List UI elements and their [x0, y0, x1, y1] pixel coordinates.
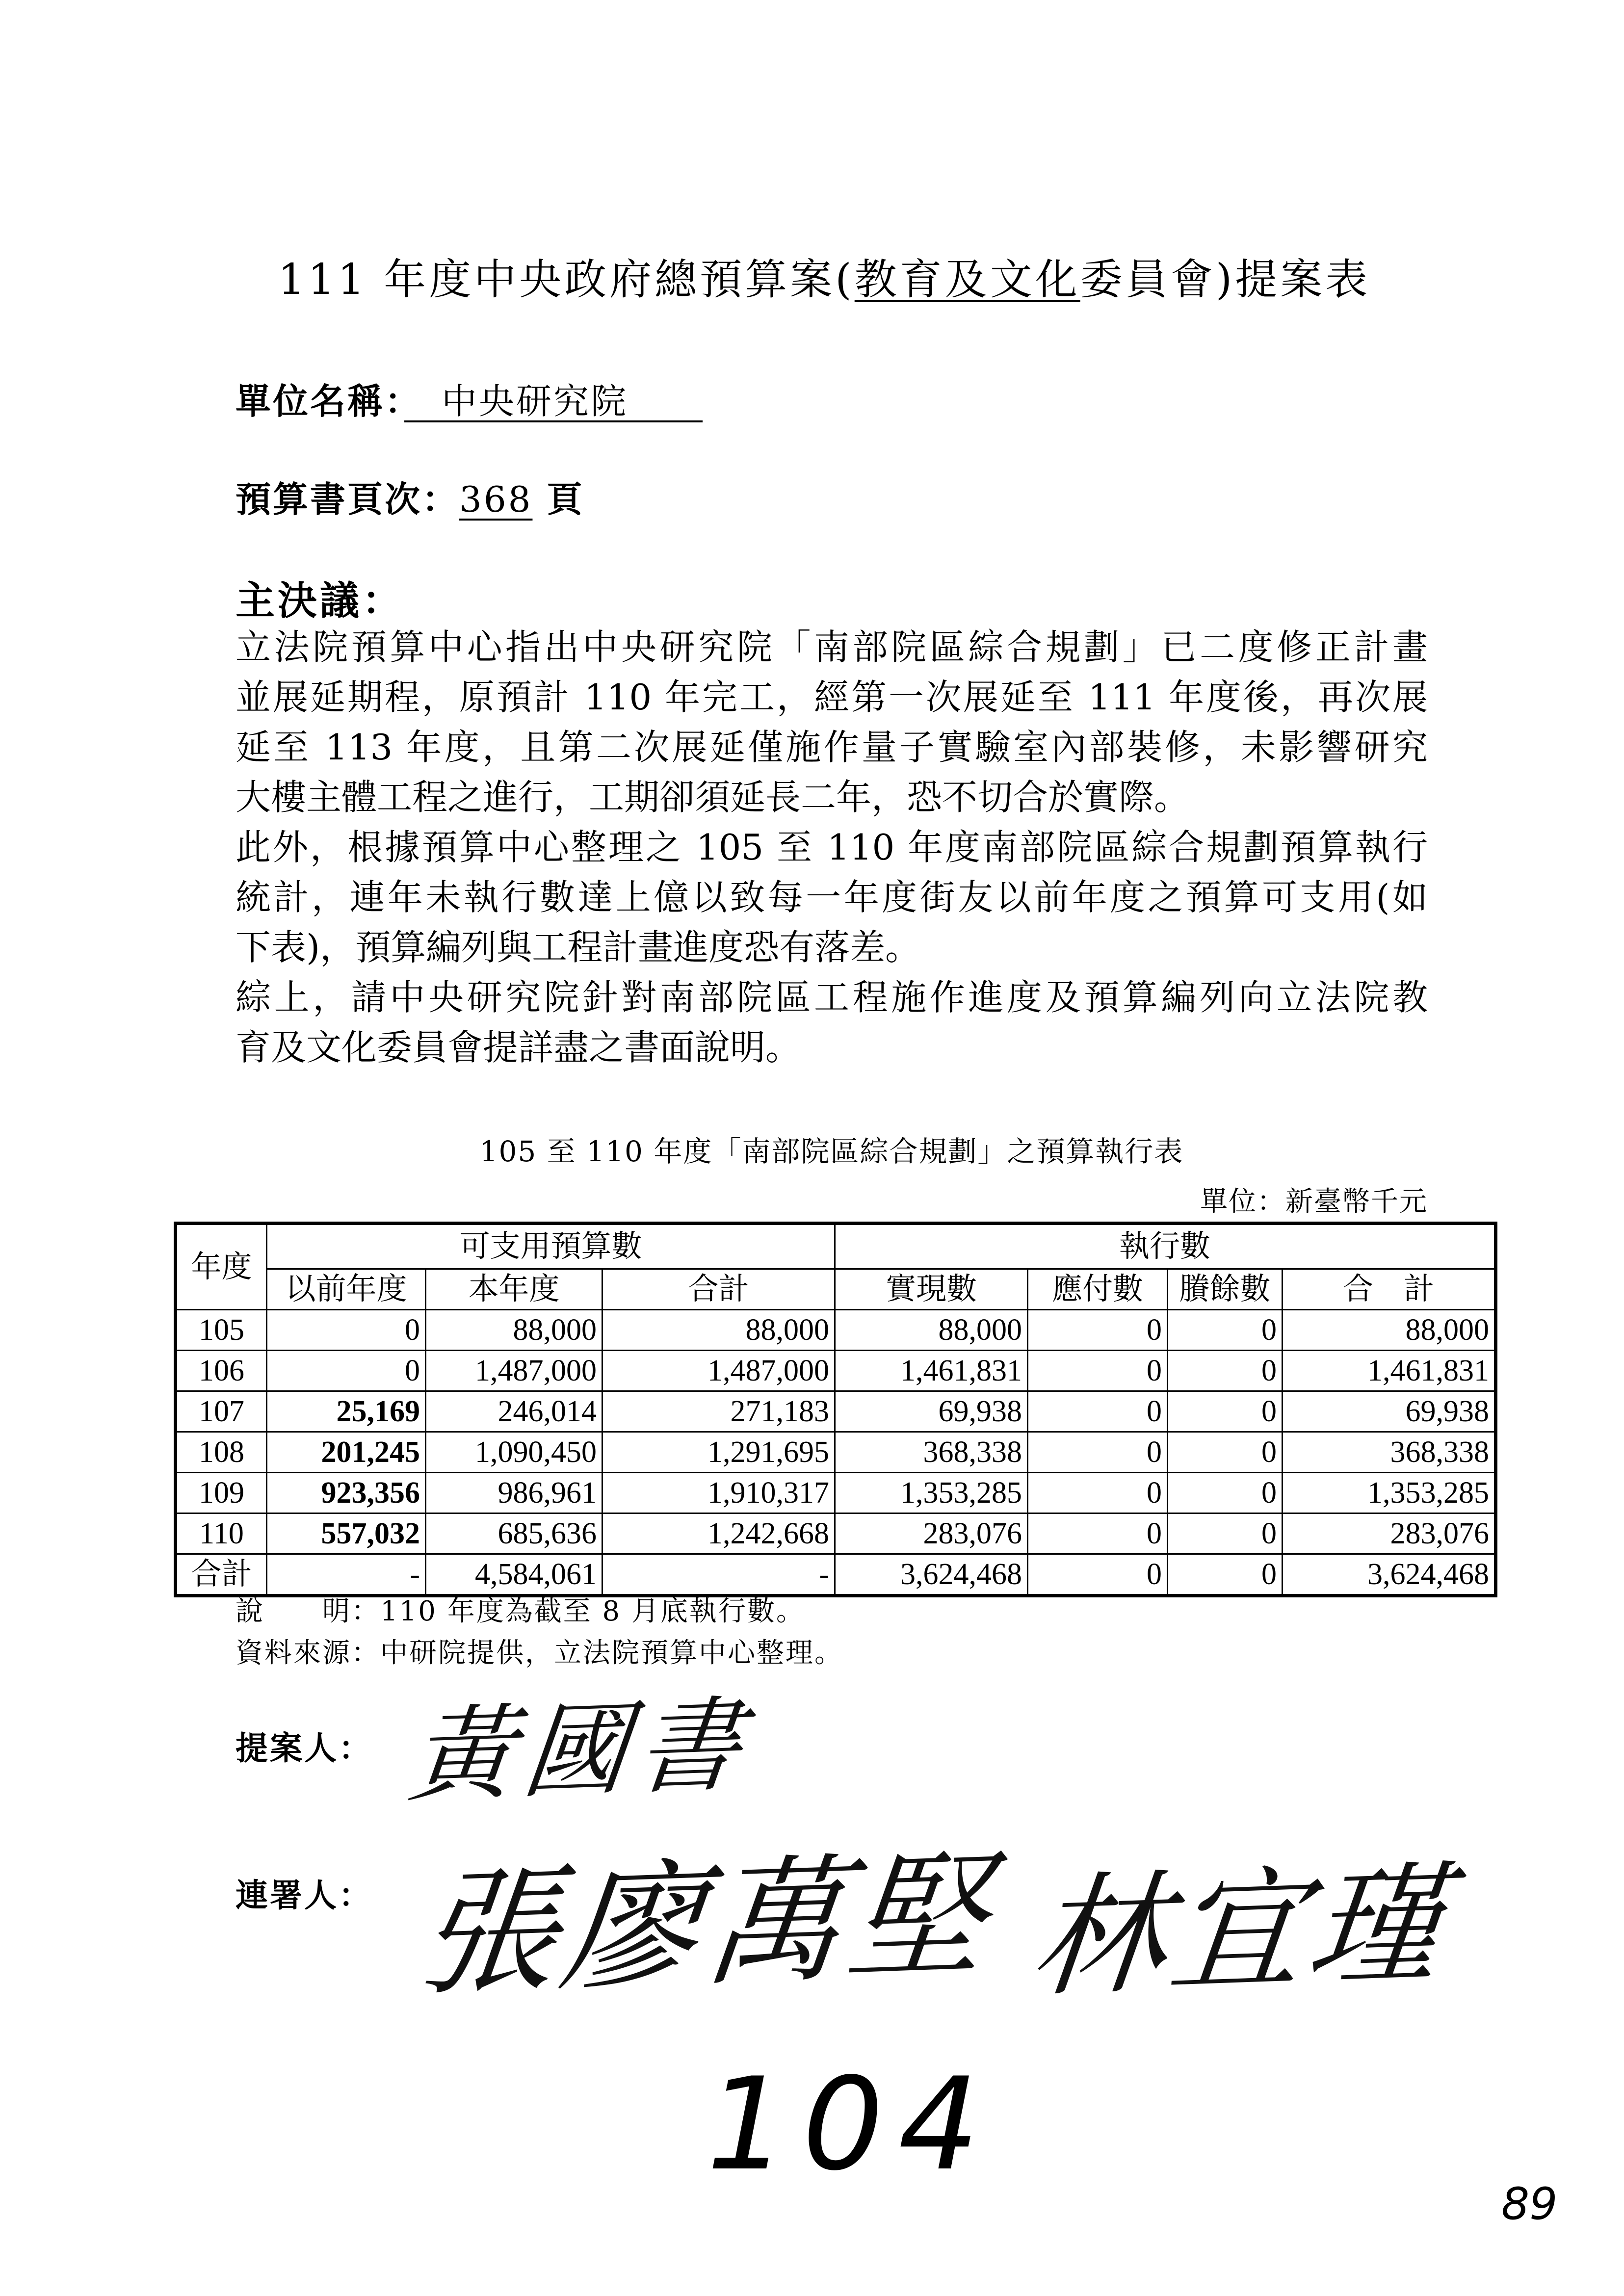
amount-cell: 0 [1028, 1391, 1168, 1432]
amount-cell: 4,584,061 [426, 1554, 602, 1596]
amount-cell: 1,353,285 [1283, 1473, 1496, 1513]
resolution-body [236, 622, 1428, 1072]
resolution-line: 延至 113 年度，且第二次展延僅施作量子實驗室內部裝修，未影響研究 [236, 727, 1428, 768]
amount-cell: 0 [1168, 1391, 1283, 1432]
amount-cell: 0 [1028, 1554, 1168, 1596]
amount-cell: 0 [1168, 1473, 1283, 1513]
header-executed: 執行數 [835, 1224, 1496, 1269]
amount-cell: 1,461,831 [1283, 1351, 1496, 1391]
year-cell: 109 [176, 1473, 267, 1513]
amount-cell: 0 [1028, 1473, 1168, 1513]
amount-cell: 201,245 [267, 1432, 426, 1473]
resolution-line: 綜上，請中央研究院針對南部院區工程施作進度及預算編列向立法院教 [236, 977, 1428, 1018]
header-column: 本年度 [426, 1269, 602, 1310]
title-suffix: 委員會)提案表 [1080, 255, 1371, 304]
amount-cell: 0 [1168, 1554, 1283, 1596]
header-column: 應付數 [1028, 1269, 1168, 1310]
budget-page-row [236, 471, 584, 522]
amount-cell: 0 [267, 1351, 426, 1391]
header-available-budget: 可支用預算數 [267, 1224, 835, 1269]
resolution-line: 下表)，預算編列與工程計畫進度恐有落差。 [236, 927, 921, 968]
unit-name-value: 中央研究院 [404, 381, 703, 422]
budget-execution-table [174, 1222, 1497, 1597]
amount-cell: 88,000 [835, 1310, 1028, 1351]
amount-cell: 1,461,831 [835, 1351, 1028, 1391]
page-title [0, 245, 1624, 306]
amount-cell: 557,032 [267, 1513, 426, 1554]
amount-cell: 0 [1168, 1432, 1283, 1473]
table-header-row [176, 1224, 1496, 1269]
amount-cell: 368,338 [1283, 1432, 1496, 1473]
amount-cell: 0 [1028, 1432, 1168, 1473]
table-row [176, 1432, 1496, 1473]
handwritten-number: 104 [707, 2051, 995, 2199]
amount-cell: 69,938 [1283, 1391, 1496, 1432]
proposer-signature: 黃國書 [404, 1685, 757, 1817]
amount-cell: 1,291,695 [602, 1432, 835, 1473]
amount-cell: 923,356 [267, 1473, 426, 1513]
amount-cell: 1,242,668 [602, 1513, 835, 1554]
resolution-line: 此外，根據預算中心整理之 105 至 110 年度南部院區綜合規劃預算執行 [236, 827, 1428, 868]
table-caption: 105 至 110 年度「南部院區綜合規劃」之預算執行表 [479, 1135, 1184, 1168]
amount-cell: 1,353,285 [835, 1473, 1028, 1513]
table-subheader-row [176, 1269, 1496, 1310]
title-committee: 教育及文化 [854, 255, 1080, 304]
amount-cell: 0 [1168, 1351, 1283, 1391]
resolution-line: 大樓主體工程之進行，工期卻須延長二年，恐不切合於實際。 [236, 777, 1190, 818]
amount-cell: - [267, 1554, 426, 1596]
resolution-line: 育及文化委員會提詳盡之書面說明。 [236, 1027, 801, 1068]
amount-cell: 3,624,468 [1283, 1554, 1496, 1596]
amount-cell: 0 [1028, 1351, 1168, 1391]
table-row [176, 1391, 1496, 1432]
page-stamp: 89 [1501, 2178, 1558, 2230]
amount-cell: 1,090,450 [426, 1432, 602, 1473]
year-cell: 110 [176, 1513, 267, 1554]
resolution-heading: 主決議： [236, 577, 404, 624]
amount-cell: 0 [267, 1310, 426, 1351]
note-source: 資料來源：中研院提供，立法院預算中心整理。 [236, 1637, 843, 1669]
amount-cell: 368,338 [835, 1432, 1028, 1473]
amount-cell: 283,076 [1283, 1513, 1496, 1554]
amount-cell: 0 [1028, 1513, 1168, 1554]
amount-cell: 1,910,317 [602, 1473, 835, 1513]
year-cell: 106 [176, 1351, 267, 1391]
amount-cell: 1,487,000 [426, 1351, 602, 1391]
header-column: 以前年度 [267, 1269, 426, 1310]
amount-cell: 986,961 [426, 1473, 602, 1513]
amount-cell: 3,624,468 [835, 1554, 1028, 1596]
table-row [176, 1310, 1496, 1351]
amount-cell: 685,636 [426, 1513, 602, 1554]
header-column: 合 計 [1283, 1269, 1496, 1310]
header-column: 實現數 [835, 1269, 1028, 1310]
cosigner-label: 連署人： [236, 1876, 373, 1914]
amount-cell: 25,169 [267, 1391, 426, 1432]
resolution-line: 統計，連年未執行數達上億以致每一年度街友以前年度之預算可支用(如 [236, 877, 1428, 918]
amount-cell: 0 [1168, 1310, 1283, 1351]
budget-page-label: 預算書頁次： [236, 478, 460, 520]
year-cell: 107 [176, 1391, 267, 1432]
unit-name-label: 單位名稱： [236, 380, 405, 422]
year-cell: 合計 [176, 1554, 267, 1596]
proposer-label: 提案人： [236, 1729, 373, 1767]
amount-cell: 88,000 [602, 1310, 835, 1351]
amount-cell: 271,183 [602, 1391, 835, 1432]
amount-cell: 0 [1028, 1310, 1168, 1351]
table-row [176, 1351, 1496, 1391]
amount-cell: 0 [1168, 1513, 1283, 1554]
cosigner-signature: 林宜瑾 [1025, 1847, 1456, 2016]
amount-cell: 246,014 [426, 1391, 602, 1432]
amount-cell: 283,076 [835, 1513, 1028, 1554]
cosigner-signature: 張廖萬堅 [411, 1835, 1000, 2016]
header-column: 賸餘數 [1168, 1269, 1283, 1310]
note-explanation: 說 明：110 年度為截至 8 月底執行數。 [236, 1595, 805, 1627]
budget-page-suffix: 頁 [532, 478, 584, 520]
title-prefix: 111 年度中央政府總預算案( [278, 255, 855, 304]
table-row [176, 1473, 1496, 1513]
amount-cell: 88,000 [1283, 1310, 1496, 1351]
resolution-line: 並展延期程，原預計 110 年完工，經第一次展延至 111 年度後，再次展 [236, 677, 1428, 718]
amount-cell: - [602, 1554, 835, 1596]
unit-name-row [236, 373, 703, 424]
budget-page-value: 368 [459, 479, 533, 520]
year-cell: 105 [176, 1310, 267, 1351]
amount-cell: 69,938 [835, 1391, 1028, 1432]
amount-cell: 88,000 [426, 1310, 602, 1351]
resolution-line: 立法院預算中心指出中央研究院「南部院區綜合規劃」已二度修正計畫 [236, 626, 1428, 668]
table-unit: 單位：新臺幣千元 [1200, 1186, 1428, 1218]
table-row [176, 1513, 1496, 1554]
amount-cell: 1,487,000 [602, 1351, 835, 1391]
header-column: 合計 [602, 1269, 835, 1310]
header-year: 年度 [176, 1224, 267, 1310]
year-cell: 108 [176, 1432, 267, 1473]
